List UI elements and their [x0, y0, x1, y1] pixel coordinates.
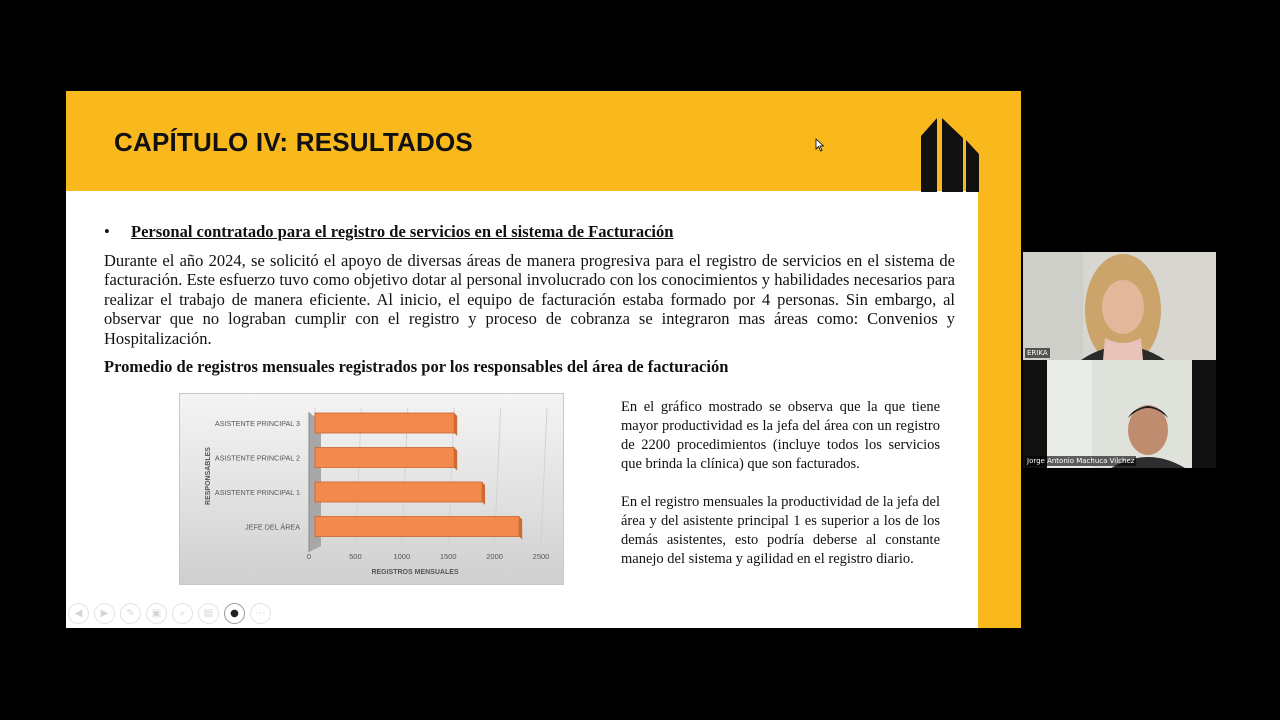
subtitles-icon[interactable]: ▤ [198, 603, 219, 624]
pen-icon[interactable]: ✎ [120, 603, 141, 624]
section-heading-text: Personal contratado para el registro de servicios en el sistema de Facturación [131, 222, 674, 241]
participant-name-tag: ERIKA [1027, 349, 1048, 357]
chart-category-label: ASISTENTE PRINCIPAL 3 [214, 419, 300, 428]
analysis-paragraph-2: En el registro mensuales la productividad de la jefa del área y del asistente principal 1 es superior a los de los demás asistentes, esto podría deberse al constante manejo del sistema y agilidad en el registro diario. [621, 494, 940, 567]
slides-icon[interactable]: ▣ [146, 603, 167, 624]
zoom-icon[interactable]: ⌕ [172, 603, 193, 624]
chart-bar [315, 482, 482, 502]
chart-bar [315, 448, 454, 468]
participant-video-feed [1023, 360, 1216, 468]
chart-tick-label: 500 [349, 552, 362, 561]
chart-bar-side [454, 413, 457, 436]
participant-video-tile[interactable] [1023, 360, 1216, 468]
chart-gridline [541, 408, 547, 544]
chart-bar [315, 517, 519, 537]
chart-y-axis-label: RESPONSABLES [205, 447, 212, 505]
chart-tick-label: 2500 [532, 552, 550, 561]
more-icon[interactable]: ⋯ [250, 603, 271, 624]
section-heading [104, 222, 673, 242]
bullet-marker: • [104, 222, 110, 241]
participant-video-feed [1023, 252, 1216, 360]
next-arrow-icon[interactable]: ▶ [94, 603, 115, 624]
bar-chart [179, 393, 564, 585]
analysis-paragraph-1: En el gráfico mostrado se observa que la que tiene mayor productividad es la jefa del área con un registro de 2200 procedimientos (incluye todos los servicios que brinda la clínica) que son facturados. [621, 399, 940, 472]
chart-category-label: JEFE DEL ÁREA [245, 522, 300, 532]
chart-tick-label: 1000 [393, 552, 411, 561]
mouse-cursor-icon [815, 138, 825, 152]
prev-arrow-icon[interactable]: ◀ [68, 603, 89, 624]
slide-title: CAPÍTULO IV: RESULTADOS [114, 127, 473, 157]
chart-heading: Promedio de registros mensuales registrados por los responsables del área de facturación [104, 357, 729, 376]
chart-category-label: ASISTENTE PRINCIPAL 1 [214, 488, 300, 497]
chart-tick-label: 1500 [439, 552, 457, 561]
chart-category-label: ASISTENTE PRINCIPAL 2 [214, 453, 300, 463]
chart-bar-side [519, 517, 522, 540]
chart-bar-side [454, 448, 457, 471]
analysis-text [621, 398, 940, 569]
chart-bar [315, 413, 454, 433]
camera-icon[interactable]: ● [224, 603, 245, 624]
slide-side-band [978, 191, 1021, 628]
bar-chart-svg [180, 394, 565, 586]
chart-tick-label: 2000 [486, 552, 503, 561]
presentation-slide [66, 91, 1021, 628]
chart-tick-label: 0 [306, 552, 312, 561]
presentation-toolbar [68, 603, 271, 624]
participant-name-tag: Jorge Antonio Machuca Vilchez [1027, 457, 1135, 465]
chart-bar-side [482, 482, 485, 505]
intro-paragraph: Durante el año 2024, se solicitó el apoyo de diversas áreas de manera progresiva para el registro de servicios en el sistema de facturación. Este esfuerzo tuvo como objetivo dotar al personal involucrado con los conocimientos y habilidades necesarios para realizar el trabajo de manera eficiente. Al inicio, el equipo de facturación estaba formado por 4 personas. Sin embargo, al observar que no lograban cumplir con el registro y proceso de cobranza se integraron mas áreas como: Convenios y Hospitalización. [104, 251, 955, 348]
chart-x-axis-label: REGISTROS MENSUALES [371, 569, 459, 576]
participant-video-tile[interactable] [1023, 252, 1216, 360]
university-logo-icon [921, 118, 979, 192]
